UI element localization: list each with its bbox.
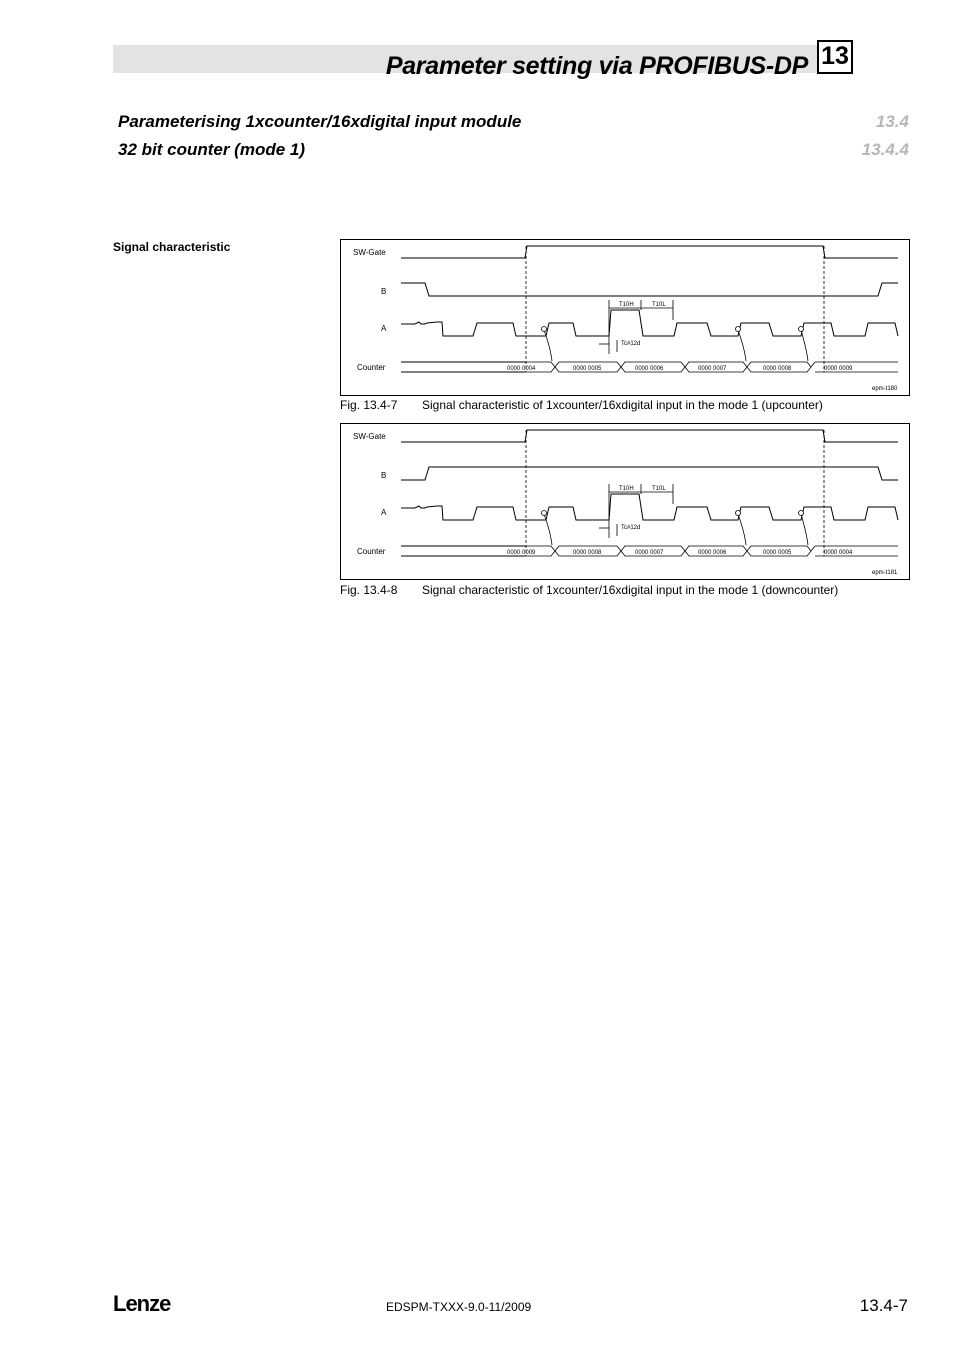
counter-value: 0000 0006: [698, 550, 727, 556]
timing-label-tc: Tc#12d: [621, 341, 641, 347]
counter-value: 0000 0007: [698, 366, 727, 372]
counter-value: 0000 0005: [573, 366, 602, 372]
caption-text: Signal characteristic of 1xcounter/16xdigital input in the mode 1 (downcounter): [422, 583, 839, 597]
counter-value: 0000 0008: [573, 550, 602, 556]
document-id: EDSPM-TXXX-9.0-11/2009: [386, 1300, 532, 1314]
timing-label-t10l: T10L: [652, 486, 666, 492]
figure-code: epm-t180: [872, 386, 898, 392]
counter-value: 0000 0005: [763, 550, 792, 556]
caption-number: Fig. 13.4-8: [340, 583, 398, 597]
caption-number: Fig. 13.4-7: [340, 398, 398, 412]
side-label: Signal characteristic: [113, 240, 231, 254]
timing-label-t10h: T10H: [619, 486, 634, 492]
counter-value: 0000 0008: [763, 366, 792, 372]
signal-label-swgate: SW-Gate: [353, 432, 386, 441]
counter-value: 0000 0007: [635, 550, 664, 556]
chapter-number: 13: [817, 40, 853, 74]
counter-value: 0000 0004: [824, 550, 853, 556]
timing-label-t10l: T10L: [652, 302, 666, 308]
section-number: 13.4: [875, 112, 909, 131]
subsection-number: 13.4.4: [861, 140, 909, 159]
counter-value: 0000 0006: [635, 366, 664, 372]
signal-label-counter: Counter: [357, 363, 386, 372]
signal-label-b: B: [381, 287, 387, 296]
timing-label-tc: Tc#12d: [621, 525, 641, 531]
signal-label-a: A: [381, 508, 387, 517]
page-title: Parameter setting via PROFIBUS-DP: [385, 52, 808, 80]
lenze-logo: Lenze: [113, 1291, 171, 1316]
subsection-title: 32 bit counter (mode 1): [118, 140, 306, 159]
timing-diagram-upcounter: [340, 239, 910, 396]
timing-diagram-downcounter: [340, 423, 910, 580]
timing-diagram-svg: [341, 424, 909, 579]
page-number: 13.4-7: [859, 1296, 908, 1315]
counter-value: 0000 0004: [507, 366, 536, 372]
caption-text: Signal characteristic of 1xcounter/16xdigital input in the mode 1 (upcounter): [422, 398, 823, 412]
section-title: Parameterising 1xcounter/16xdigital input module: [118, 112, 522, 131]
signal-label-swgate: SW-Gate: [353, 248, 386, 257]
timing-diagram-svg: [341, 240, 909, 395]
signal-label-counter: Counter: [357, 547, 386, 556]
counter-value: 0000 0009: [824, 366, 853, 372]
counter-value: 0000 0009: [507, 550, 536, 556]
timing-label-t10h: T10H: [619, 302, 634, 308]
figure-code: epm-t181: [872, 570, 898, 576]
signal-label-a: A: [381, 324, 387, 333]
signal-label-b: B: [381, 471, 387, 480]
